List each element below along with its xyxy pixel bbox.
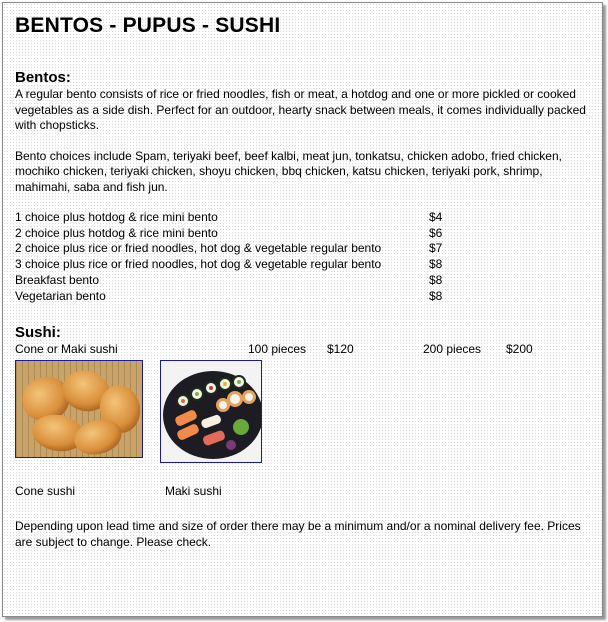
menu-page [2, 2, 603, 617]
bento-price-list [15, 210, 442, 304]
sushi-price-row [15, 342, 595, 358]
price-row [15, 226, 442, 242]
bento-item-name: Breakfast bento [15, 272, 100, 287]
page-title: BENTOS - PUPUS - SUSHI [15, 14, 281, 37]
bento-item-price: $6 [429, 225, 443, 240]
cone-sushi-photo [15, 360, 143, 458]
bento-item-price: $8 [429, 288, 443, 303]
maki-sushi-photo [160, 360, 262, 463]
sushi-price-200: $200 [506, 342, 533, 357]
bento-item-name: 2 choice plus hotdog & rice mini bento [15, 225, 218, 240]
price-row [15, 273, 442, 289]
bento-item-price: $7 [429, 241, 443, 256]
menu-content [15, 13, 595, 550]
bento-choices: Bento choices include Spam, teriyaki beef, beef kalbi, meat jun, tonkatsu, chicken adobo, fried chicken, mochiko chicken, teriyaki chicken, shoyu chicken, bbq chicken, katsu chicken, teriyaki pork, shrimp, mahimahi, saba and fish jun. [15, 148, 562, 194]
bento-item-name: 1 choice plus hotdog & rice mini bento [15, 210, 218, 224]
bentos-heading: Bentos: [15, 69, 71, 86]
sushi-price-100: $120 [327, 342, 354, 357]
bento-item-price: $8 [429, 257, 443, 272]
cone-sushi-caption: Cone sushi [15, 484, 76, 499]
maki-sushi-caption: Maki sushi [165, 484, 222, 499]
bento-item-price: $4 [429, 210, 443, 224]
sushi-photos [15, 360, 595, 478]
sushi-quantity-100: 100 pieces [248, 342, 307, 357]
sushi-item-name: Cone or Maki sushi [15, 342, 118, 357]
bentos-description: A regular bento consists of rice or fried noodles, fish or meat, a hotdog and one or more pickled or cooked vegetables as a side dish. Perfect for an outdoor, hearty snack between meals, it comes individually packed with chopsticks. [15, 87, 586, 132]
footer-note: Depending upon lead time and size of order there may be a minimum and/or a nominal delivery fee. Prices are subject to change. Please check. [15, 519, 581, 549]
price-row [15, 210, 442, 226]
price-row [15, 257, 442, 273]
bento-item-name: Vegetarian bento [15, 288, 106, 303]
bento-item-name: 2 choice plus rice or fried noodles, hot dog & vegetable regular bento [15, 241, 382, 256]
sushi-quantity-200: 200 pieces [423, 342, 482, 357]
bento-item-price: $8 [429, 272, 443, 287]
price-row [15, 241, 442, 257]
sushi-heading: Sushi: [15, 324, 61, 342]
photo-captions [15, 484, 595, 500]
price-row [15, 289, 442, 305]
bento-item-name: 3 choice plus rice or fried noodles, hot dog & vegetable regular bento [15, 257, 382, 272]
